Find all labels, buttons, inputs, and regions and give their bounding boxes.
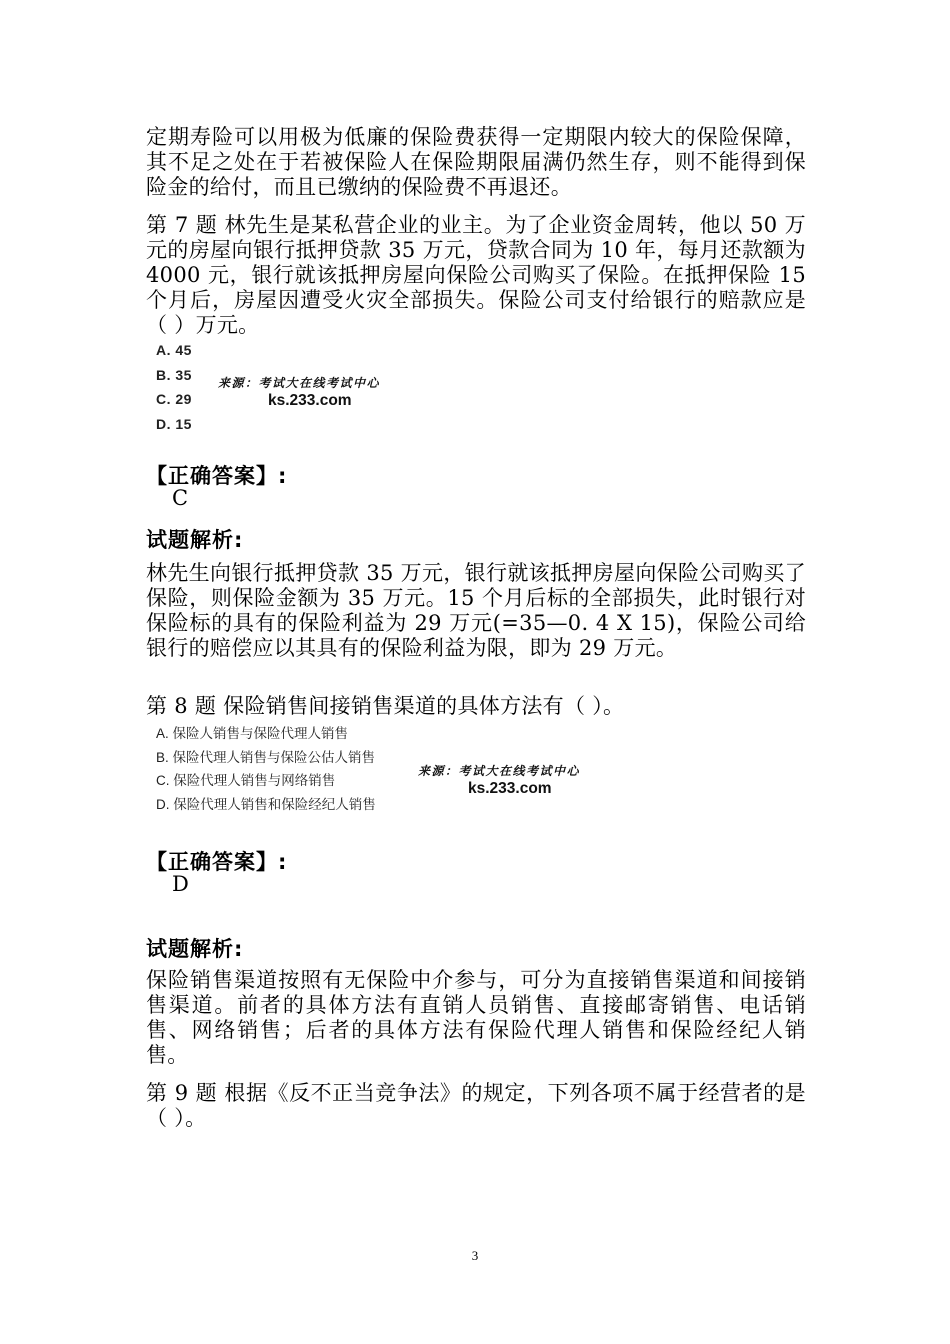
answer-label: 【正确答案】: [146, 850, 288, 874]
question-7-explanation: 林先生向银行抵押贷款 35 万元，银行就该抵押房屋向保险公司购买了保险，则保险金额为 35 万元。15 个月后标的全部损失，此时银行对保险标的具有的保险利益为 29 万元(=35—0. 4 X 15)，保险公司给银行的赔偿应以其具有的保险利益为限，即为 29 万元。 [146, 561, 806, 660]
explanation-label: 试题解析: [146, 528, 244, 552]
option-b: B. 保险代理人销售与保险公估人销售 [156, 749, 376, 765]
option-a: A. 保险人销售与保险代理人销售 [156, 726, 349, 741]
option-a: A. 45 [156, 342, 192, 358]
question-7-text: 第 7 题 林先生是某私营企业的业主。为了企业资金周转，他以 50 万元的房屋向银行抵押贷款 35 万元，贷款合同为 10 年，每月还款额为 4000 元，银行就该抵押房屋向保险公司购买了保险。在抵押保险 15 个月后，房屋因遭受火灾全部损失。保险公司支付给银行的赔款应是（ ）万元。 [146, 213, 806, 337]
question-7-options [156, 338, 192, 436]
question-8-explanation: 保险销售渠道按照有无保险中介参与，可分为直接销售渠道和间接销售渠道。前者的具体方法有直销人员销售、直接邮寄销售、电话销售、网络销售；后者的具体方法有保险代理人销售和保险经纪人销售。 [146, 968, 806, 1067]
page-number: 3 [471, 1248, 479, 1263]
question-8-options [156, 722, 376, 816]
question-9-text: 第 9 题 根据《反不正当竞争法》的规定，下列各项不属于经营者的是（ ）。 [146, 1081, 806, 1130]
answer-value: D [172, 872, 189, 896]
intro-paragraph: 定期寿险可以用极为低廉的保险费获得一定期限内较大的保险保障，其不足之处在于若被保险人在保险期限届满仍然生存，则不能得到保险金的给付，而且已缴纳的保险费不再退还。 [146, 125, 806, 199]
option-c: C. 29 [156, 391, 192, 407]
source-watermark: 来源：考试大在线考试中心 ks.233.com [418, 764, 581, 797]
answer-value: C [172, 486, 189, 510]
option-c: C. 保险代理人销售与网络销售 [156, 773, 336, 788]
option-d: D. 保险代理人销售和保险经纪人销售 [156, 796, 376, 812]
source-watermark: 来源：考试大在线考试中心 ks.233.com [218, 376, 381, 409]
option-d: D. 15 [156, 415, 192, 432]
answer-label: 【正确答案】: [146, 464, 288, 488]
explanation-label: 试题解析: [146, 937, 244, 961]
option-b: B. 35 [156, 366, 192, 383]
question-8-text: 第 8 题 保险销售间接销售渠道的具体方法有（ ）。 [146, 694, 625, 718]
